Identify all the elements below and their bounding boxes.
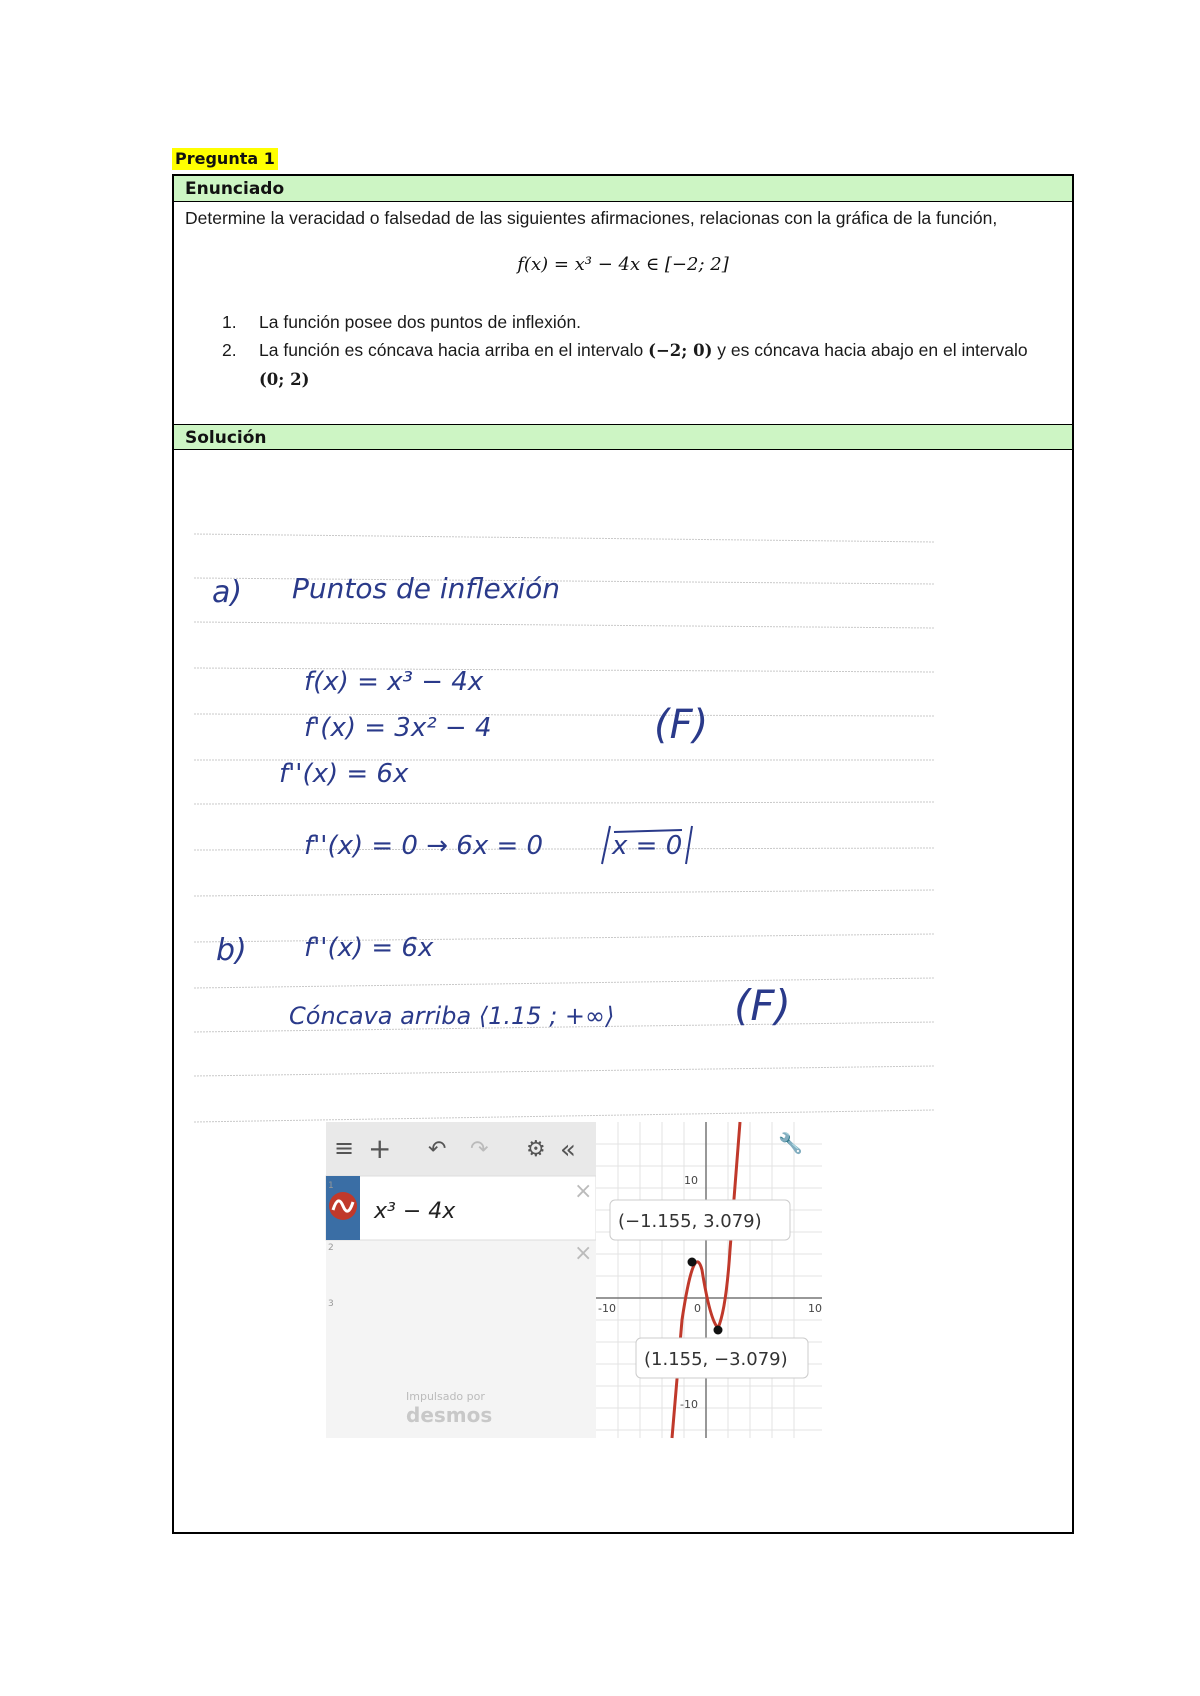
redo-icon[interactable]: ↷	[470, 1137, 489, 1162]
verdict-b: (F)	[734, 981, 791, 1030]
handwriting	[212, 572, 791, 1030]
tick-label: -10	[680, 1398, 698, 1411]
list-number: 1.	[222, 312, 237, 332]
tick-label: 0	[694, 1302, 701, 1315]
gear-icon[interactable]: ⚙	[526, 1137, 546, 1162]
add-icon[interactable]: +	[368, 1132, 392, 1165]
hw-b-line-1: f''(x) = 6x	[304, 933, 434, 963]
interval-down: (0; 2)	[259, 370, 310, 389]
enunciado-header: Enunciado	[174, 176, 1072, 202]
question-label: Pregunta 1	[172, 148, 278, 170]
local-min-point[interactable]	[714, 1326, 723, 1335]
list-item	[222, 308, 1056, 336]
local-max-point[interactable]	[688, 1258, 697, 1267]
affirmations-list	[222, 308, 1056, 394]
part-b-label: b)	[216, 933, 247, 968]
hw-line-4: f''(x) = 0 → 6x = 0	[304, 831, 544, 861]
list-text: y es cóncava hacia abajo en el intervalo	[712, 340, 1028, 360]
function-formula: f(x) = x³ − 4x ∈ [−2; 2]	[517, 254, 729, 275]
desmos-screenshot	[326, 1122, 822, 1438]
powered-by-text: Impulsado por	[406, 1390, 485, 1403]
handwritten-solution-image	[174, 450, 1072, 1534]
menu-icon[interactable]: ≡	[334, 1134, 355, 1162]
row-number: 3	[328, 1299, 334, 1309]
tick-label: -10	[598, 1302, 616, 1315]
list-item	[222, 336, 1056, 394]
list-text: La función posee dos puntos de inflexión.	[259, 312, 582, 332]
row-number: 1	[328, 1181, 334, 1191]
collapse-icon[interactable]: «	[560, 1135, 576, 1165]
hw-line-1: f(x) = x³ − 4x	[304, 667, 484, 697]
max-point-label: (−1.155, 3.079)	[618, 1211, 762, 1232]
row-number: 2	[328, 1243, 334, 1253]
undo-icon[interactable]: ↶	[428, 1137, 447, 1162]
min-point-label: (1.155, −3.079)	[644, 1349, 788, 1370]
desmos-logo: desmos	[406, 1403, 493, 1427]
hw-line-4-box: x = 0	[612, 831, 683, 861]
statement-intro: Determine la veracidad o falsedad de las siguientes afirmaciones, relacionas con la gráfica de la función,	[185, 208, 998, 228]
tick-label: 10	[808, 1302, 822, 1315]
hw-b-line-2: Cóncava arriba ⟨1.15 ; +∞⟩	[289, 1002, 615, 1030]
list-number: 2.	[222, 340, 237, 360]
question-table	[172, 174, 1074, 1534]
tick-label: 10	[684, 1174, 698, 1187]
verdict-a: (F)	[654, 702, 709, 748]
list-text: La función es cóncava hacia arriba en el intervalo	[259, 340, 649, 360]
wrench-icon[interactable]: 🔧	[778, 1131, 803, 1155]
delete-expression-icon[interactable]: ×	[574, 1241, 593, 1266]
part-a-label: a)	[212, 575, 243, 610]
hw-line-2: f'(x) = 3x² − 4	[304, 713, 492, 743]
hw-line-3: f''(x) = 6x	[279, 759, 409, 789]
solucion-header: Solución	[174, 424, 1072, 450]
delete-expression-icon[interactable]: ×	[574, 1179, 593, 1204]
expression-input[interactable]: x³ − 4x	[374, 1199, 456, 1224]
solution-area	[174, 450, 1072, 1532]
part-a-title: Puntos de inflexión	[292, 572, 560, 605]
notebook-lines	[194, 534, 934, 1122]
interval-up: (−2; 0)	[648, 341, 713, 360]
